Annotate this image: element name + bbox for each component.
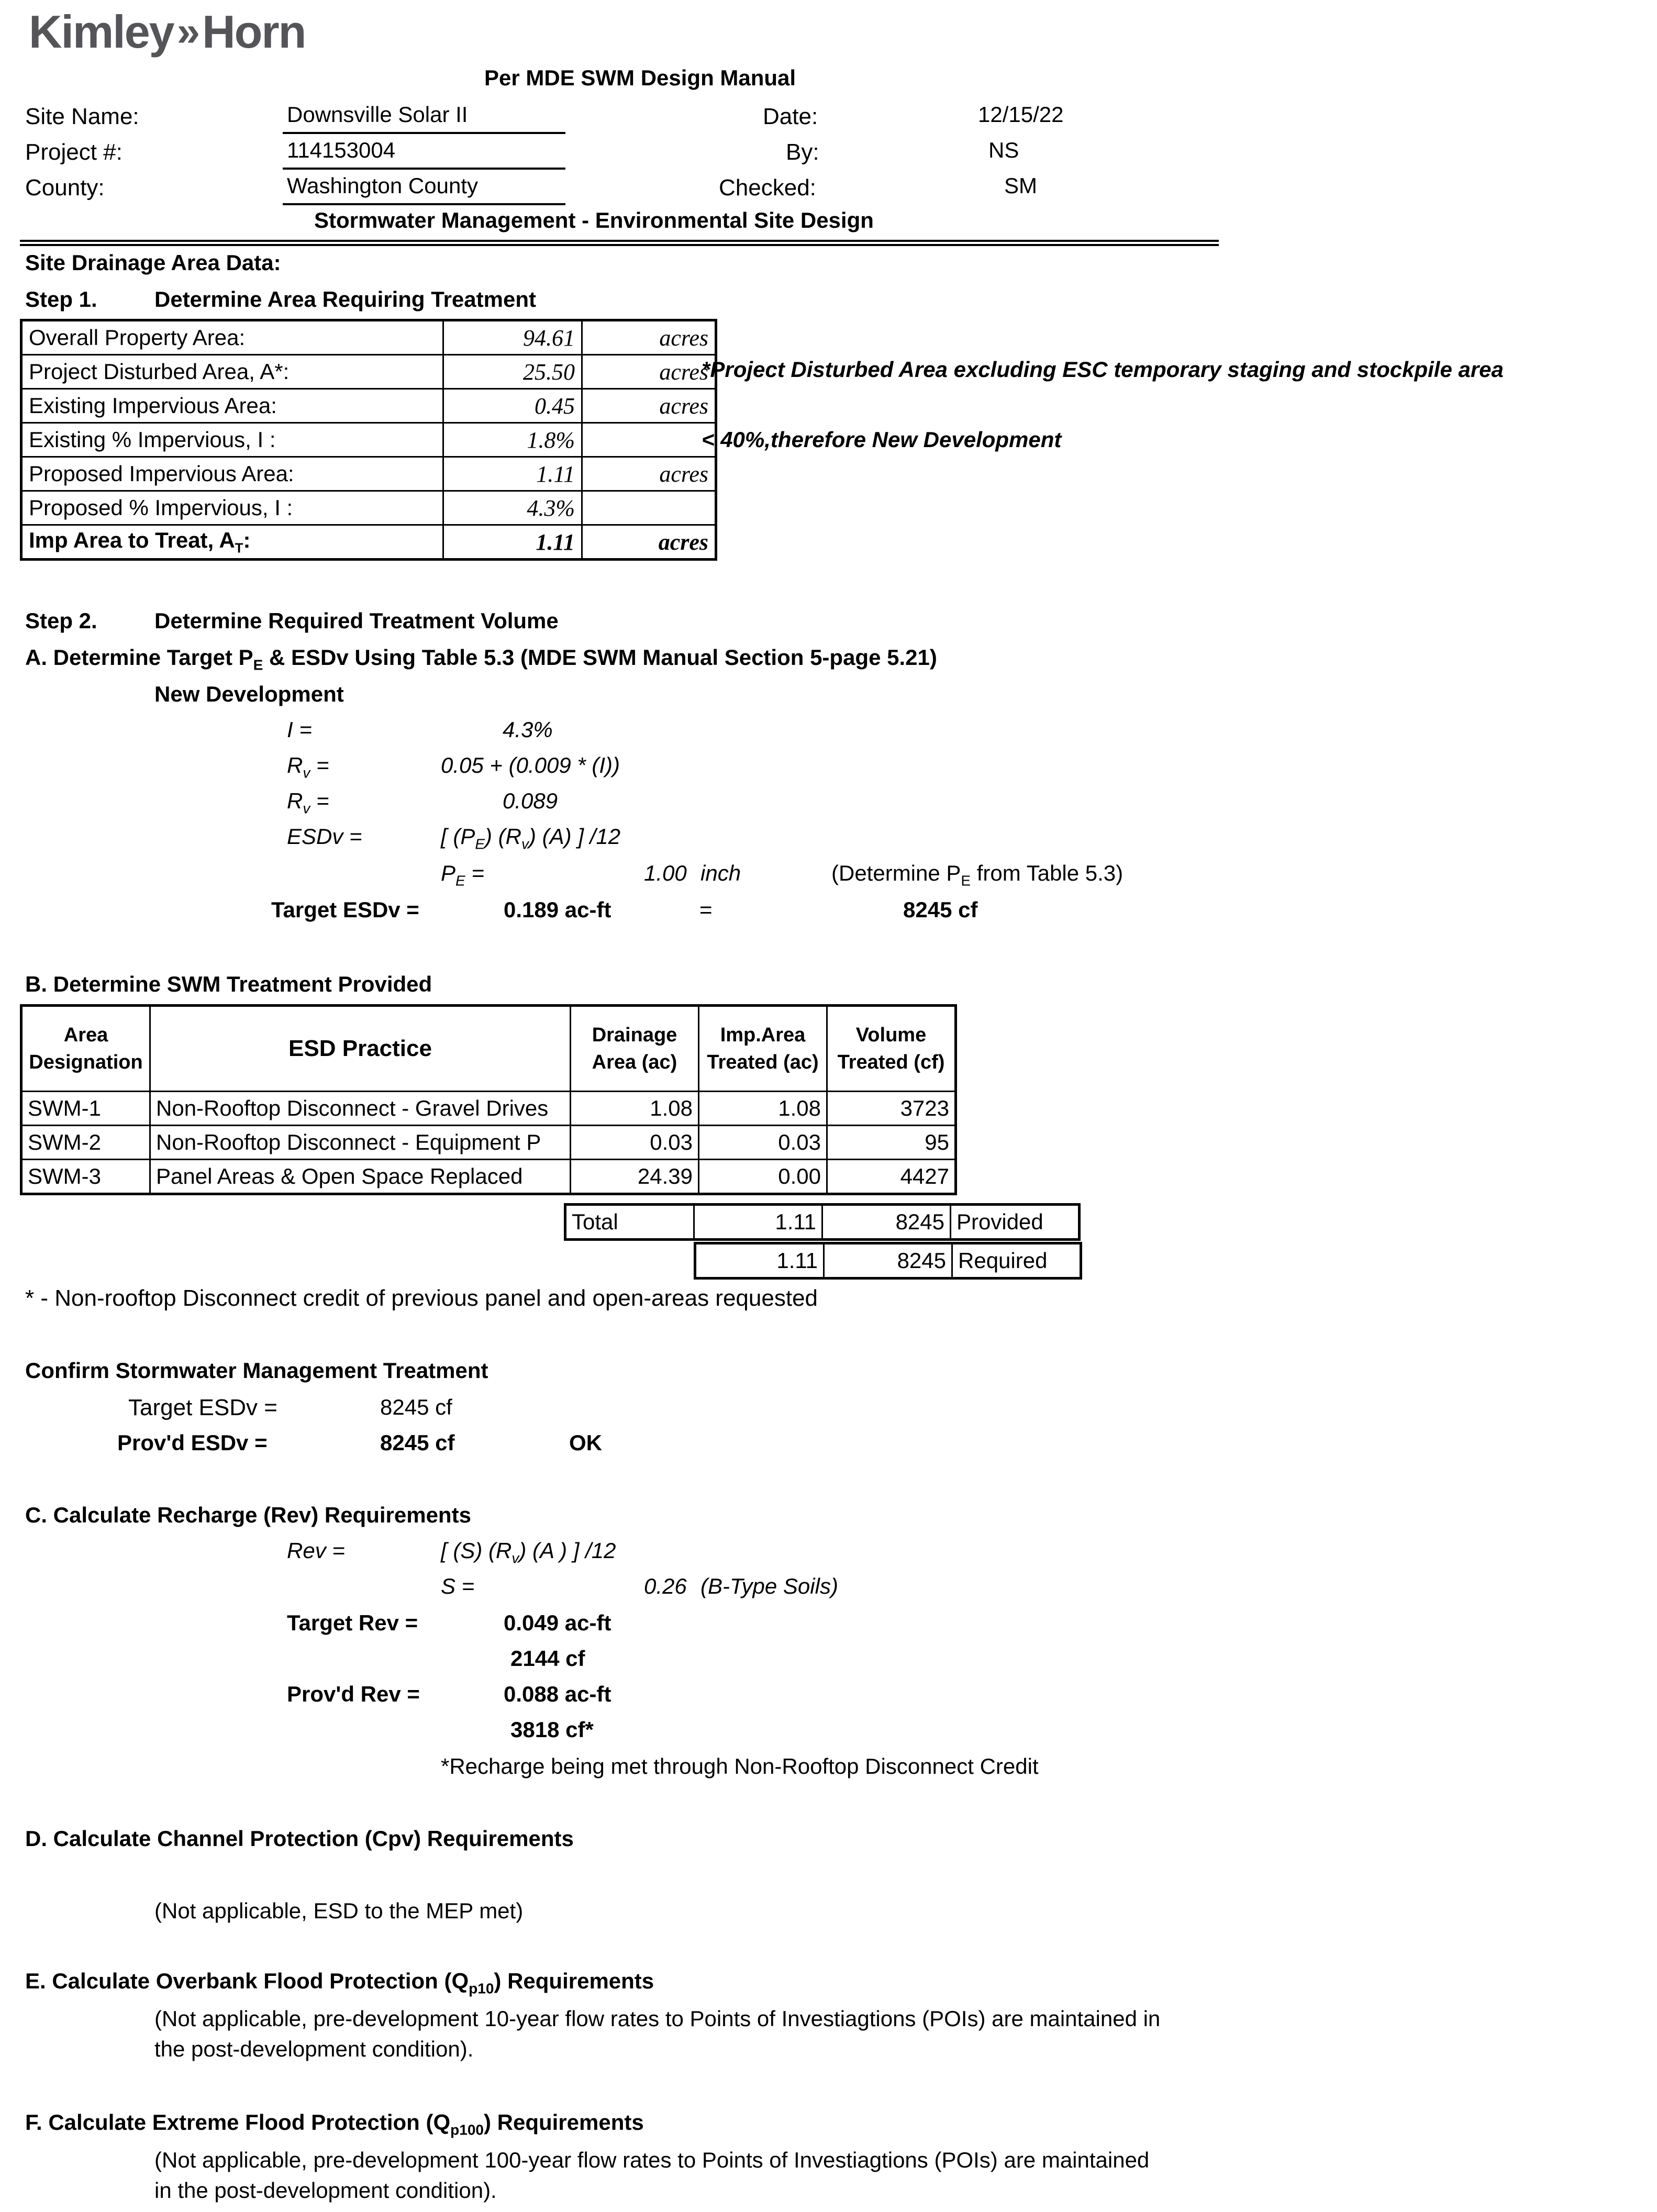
date-label: Date: <box>763 104 818 129</box>
required-label: Required <box>952 1243 1081 1279</box>
rv-label-r: R <box>287 753 303 777</box>
col-imp-line1: Imp.Area <box>720 1024 806 1046</box>
col-imp-area <box>699 1006 827 1092</box>
row-area: SWM-1 <box>21 1092 150 1126</box>
county-underline <box>283 203 565 205</box>
col-area-designation <box>21 1006 150 1092</box>
rv-value: 0.089 <box>503 788 558 813</box>
totals-table <box>564 1203 1081 1241</box>
pe-note <box>831 861 1123 889</box>
section-d-heading: D. Calculate Channel Protection (Cpv) Requirements <box>25 1826 574 1851</box>
col-drainage-line1: Drainage <box>592 1024 677 1046</box>
site-drainage-heading: Site Drainage Area Data: <box>25 250 281 275</box>
row-imp: 1.08 <box>699 1092 827 1126</box>
required-volume: 8245 <box>824 1243 952 1279</box>
prov-rev-acft: 0.088 ac-ft <box>504 1682 611 1706</box>
area-row-label: Project Disturbed Area, A*: <box>21 355 443 389</box>
row-volume: 4427 <box>827 1160 956 1194</box>
rv-label-sub: v <box>303 764 310 781</box>
area-row-unit <box>582 491 716 525</box>
rv-label <box>287 753 329 781</box>
rv-label-2-r: R <box>287 788 303 813</box>
esdv-formula-a: [ (P <box>441 824 475 849</box>
imp-area-label-colon: : <box>243 527 251 552</box>
imp-area-to-treat-value: 1.11 <box>443 525 582 560</box>
swm-practice-table <box>20 1004 957 1195</box>
area-row-value: 1.11 <box>443 457 582 491</box>
rev-formula-sub: v <box>511 1550 519 1566</box>
provided-label: Provided <box>951 1205 1080 1240</box>
area-row-value: 1.8% <box>443 423 582 457</box>
section-e-text-line2: the post-development condition). <box>154 2037 474 2061</box>
report-title: Stormwater Management - Environmental Site Design <box>314 208 874 232</box>
target-esdv-label: Target ESDv = <box>271 897 419 922</box>
pe-note-sub: E <box>961 872 971 889</box>
confirm-prov-label: Prov'd ESDv = <box>117 1430 268 1455</box>
target-rev-label: Target Rev = <box>287 1610 418 1635</box>
col-area-line1: Area <box>63 1024 108 1046</box>
section-b-heading: B. Determine SWM Treatment Provided <box>25 972 432 996</box>
section-a-heading-sub: E <box>253 657 263 673</box>
prov-rev-cf: 3818 cf* <box>510 1717 594 1742</box>
area-row-unit <box>582 423 716 457</box>
section-e-heading-sub: p10 <box>469 1980 494 1997</box>
step2-heading: Determine Required Treatment Volume <box>154 608 559 633</box>
col-volume <box>827 1006 956 1092</box>
disturbed-area-note: *Project Disturbed Area excluding ESC temporary staging and stockpile area <box>702 357 1504 382</box>
rv-label-2 <box>287 788 329 817</box>
area-row-unit: acres <box>582 457 716 491</box>
total-imp: 1.11 <box>694 1205 822 1240</box>
site-name-underline <box>283 132 565 134</box>
pe-label-eq: = <box>465 861 484 885</box>
row-drainage: 24.39 <box>571 1160 699 1194</box>
area-row-label: Proposed Impervious Area: <box>21 457 443 491</box>
rev-formula-b: ) (A ) ] /12 <box>519 1538 616 1563</box>
section-f-text-line1: (Not applicable, pre-development 100-year flow rates to Points of Investiagtions (POIs) are maintained <box>154 2148 1150 2172</box>
step1-number: Step 1. <box>25 287 97 312</box>
county-value: Washington County <box>287 173 478 198</box>
rv-label-2-sub: v <box>303 800 310 817</box>
rev-label: Rev = <box>287 1538 345 1563</box>
area-row <box>21 491 716 525</box>
pe-value: 1.00 <box>644 861 687 885</box>
esdv-formula-sub-e: E <box>475 836 485 852</box>
date-value: 12/15/22 <box>978 102 1064 127</box>
target-esdv-equals: = <box>699 897 713 922</box>
col-drainage-line2: Area (ac) <box>592 1051 677 1073</box>
project-value: 114153004 <box>287 138 396 162</box>
col-volume-line1: Volume <box>855 1024 927 1046</box>
row-practice: Non-Rooftop Disconnect - Equipment P <box>150 1126 571 1160</box>
esdv-formula-c: ) (A) ] /12 <box>529 824 621 849</box>
section-c-heading: C. Calculate Recharge (Rev) Requirements <box>25 1503 471 1527</box>
county-label: County: <box>25 175 105 201</box>
total-volume: 8245 <box>822 1205 951 1240</box>
title-double-rule-bottom <box>20 244 1219 246</box>
area-row-unit: acres <box>582 389 716 423</box>
section-a-heading <box>25 645 937 673</box>
imp-area-to-treat-unit: acres <box>582 525 716 560</box>
imp-area-label-sub: T <box>235 540 243 556</box>
area-row <box>21 423 716 457</box>
row-area: SWM-3 <box>21 1160 150 1194</box>
section-f-heading-pre: F. Calculate Extreme Flood Protection (Q <box>25 2110 451 2135</box>
area-row-unit: acres <box>582 355 716 389</box>
checked-label: Checked: <box>719 175 816 201</box>
area-row-label: Existing Impervious Area: <box>21 389 443 423</box>
site-name-label: Site Name: <box>25 104 139 129</box>
project-underline <box>283 168 565 170</box>
pe-unit: inch <box>700 861 741 885</box>
confirm-prov-value: 8245 cf <box>380 1430 455 1455</box>
title-double-rule-top <box>20 240 1219 242</box>
area-row <box>21 320 716 355</box>
by-value: NS <box>988 138 1019 162</box>
s-note: (B-Type Soils) <box>700 1574 838 1598</box>
required-row <box>695 1243 1081 1279</box>
area-row <box>21 389 716 423</box>
total-label: Total <box>565 1205 694 1240</box>
pe-label <box>441 861 484 889</box>
rv-label-eq: = <box>310 753 329 777</box>
section-f-text-line2: in the post-development condition). <box>154 2178 497 2203</box>
i-value: 4.3% <box>503 717 553 742</box>
step2-number: Step 2. <box>25 608 97 633</box>
esdv-formula-b: ) (R <box>485 824 522 849</box>
area-row <box>21 355 716 389</box>
area-row-value: 94.61 <box>443 320 582 355</box>
area-row-value: 0.45 <box>443 389 582 423</box>
section-f-heading <box>25 2110 644 2138</box>
col-volume-line2: Treated (cf) <box>837 1051 945 1073</box>
kimley-horn-logo <box>29 5 305 59</box>
table-row <box>21 1126 956 1160</box>
section-e-heading-pre: E. Calculate Overbank Flood Protection (Q <box>25 1969 469 1993</box>
pe-label-p: P <box>441 861 456 885</box>
prov-rev-label: Prov'd Rev = <box>287 1682 420 1706</box>
area-row-unit: acres <box>582 320 716 355</box>
section-d-text: (Not applicable, ESD to the MEP met) <box>154 1898 524 1923</box>
esdv-formula-sub-v: v <box>521 836 529 852</box>
col-drainage-area <box>571 1006 699 1092</box>
rv-label-2-eq: = <box>310 788 329 813</box>
row-volume: 3723 <box>827 1092 956 1126</box>
confirm-status: OK <box>569 1430 602 1455</box>
rev-formula-a: [ (S) (R <box>441 1538 512 1563</box>
section-a-heading-pre: A. Determine Target P <box>25 645 253 670</box>
esdv-formula <box>441 824 620 852</box>
area-row-value: 4.3% <box>443 491 582 525</box>
row-drainage: 1.08 <box>571 1092 699 1126</box>
confirm-heading: Confirm Stormwater Management Treatment <box>25 1358 488 1383</box>
manual-title: Per MDE SWM Design Manual <box>484 65 796 90</box>
col-esd-practice: ESD Practice <box>150 1006 571 1092</box>
row-drainage: 0.03 <box>571 1126 699 1160</box>
new-development-label: New Development <box>154 682 344 706</box>
site-name-value: Downsville Solar II <box>287 102 468 127</box>
col-imp-line2: Treated (ac) <box>707 1051 819 1073</box>
esdv-label: ESDv = <box>287 824 362 849</box>
section-e-text-line1: (Not applicable, pre-development 10-year flow rates to Points of Investiagtions (POIs) are maintained in <box>154 2006 1161 2031</box>
section-e-heading-post: ) Requirements <box>494 1969 654 1993</box>
checked-value: SM <box>1004 173 1037 198</box>
swm-table-header <box>21 1006 956 1092</box>
s-value: 0.26 <box>644 1574 687 1598</box>
section-f-heading-sub: p100 <box>450 2121 484 2138</box>
area-table <box>20 319 717 561</box>
col-area-line2: Designation <box>29 1051 143 1073</box>
new-development-note: < 40%,therefore New Development <box>702 427 1062 452</box>
imp-area-to-treat-label <box>21 525 443 560</box>
pe-note-post: from Table 5.3) <box>971 861 1124 885</box>
area-row-label: Proposed % Impervious, I : <box>21 491 443 525</box>
target-esdv-acft: 0.189 ac-ft <box>504 897 611 922</box>
required-table <box>694 1242 1082 1280</box>
by-label: By: <box>786 139 819 165</box>
logo-text-left: Kimley <box>29 6 174 58</box>
target-rev-acft: 0.049 ac-ft <box>504 1610 611 1635</box>
total-row <box>565 1205 1080 1240</box>
area-row-label: Existing % Impervious, I : <box>21 423 443 457</box>
required-imp: 1.11 <box>695 1243 824 1279</box>
confirm-target-value: 8245 cf <box>380 1395 452 1419</box>
area-row-total <box>21 525 716 560</box>
row-volume: 95 <box>827 1126 956 1160</box>
step1-heading: Determine Area Requiring Treatment <box>154 287 536 312</box>
s-label: S = <box>441 1574 475 1598</box>
section-f-heading-post: ) Requirements <box>483 2110 644 2135</box>
row-practice: Panel Areas & Open Space Replaced <box>150 1160 571 1194</box>
footnote-nonrooftop: * - Non-rooftop Disconnect credit of previous panel and open-areas requested <box>25 1285 818 1311</box>
pe-label-sub: E <box>455 872 465 889</box>
section-e-heading <box>25 1969 654 1997</box>
table-row <box>21 1160 956 1194</box>
table-row <box>21 1092 956 1126</box>
rev-formula <box>441 1538 616 1566</box>
row-imp: 0.03 <box>699 1126 827 1160</box>
target-esdv-cf: 8245 cf <box>903 897 978 922</box>
logo-text-right: Horn <box>202 6 306 58</box>
section-a-heading-post: & ESDv Using Table 5.3 (MDE SWM Manual Section 5-page 5.21) <box>263 645 937 670</box>
target-rev-cf: 2144 cf <box>510 1646 585 1671</box>
area-row <box>21 457 716 491</box>
area-row-value: 25.50 <box>443 355 582 389</box>
recharge-note: *Recharge being met through Non-Rooftop Disconnect Credit <box>441 1754 1039 1779</box>
rv-formula: 0.05 + (0.009 * (I)) <box>441 753 620 777</box>
pe-note-pre: (Determine P <box>831 861 961 885</box>
confirm-target-label: Target ESDv = <box>128 1395 277 1420</box>
i-label: I = <box>287 717 312 742</box>
area-row-label: Overall Property Area: <box>21 320 443 355</box>
row-imp: 0.00 <box>699 1160 827 1194</box>
row-area: SWM-2 <box>21 1126 150 1160</box>
project-label: Project #: <box>25 139 123 165</box>
row-practice: Non-Rooftop Disconnect - Gravel Drives <box>150 1092 571 1126</box>
imp-area-label-text: Imp Area to Treat, A <box>29 527 235 552</box>
logo-chevrons: » <box>176 8 193 54</box>
